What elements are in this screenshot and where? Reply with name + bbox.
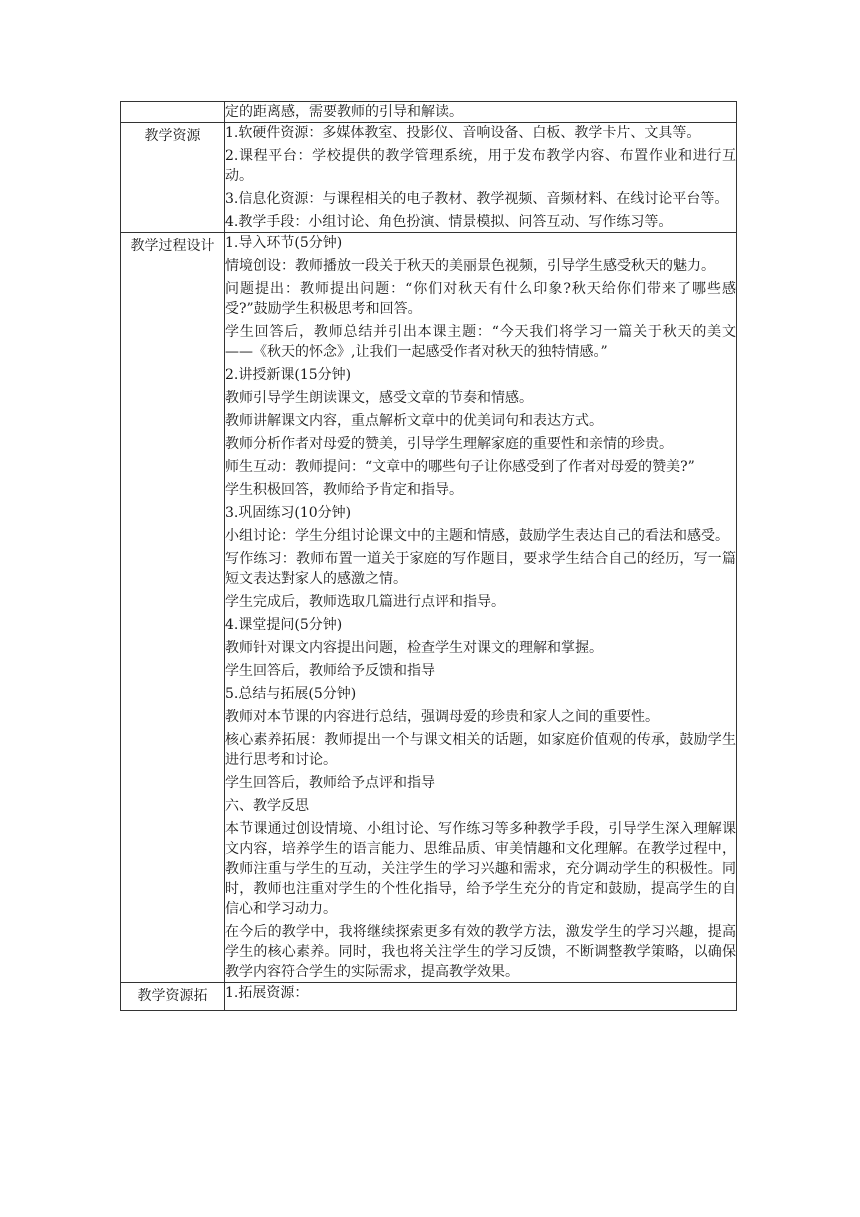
paragraph: 本节课通过创设情境、小组讨论、写作练习等多种教学手段，引导学生深入理解课文内容，培养学生的语言能力、思维品质、审美情趣和文化理解。在教学过程中，教师注重与学生的互动，关注学生的学习兴趣和需求，充分调动学生的积极性。同时，教师也注重对学生的个性化指导，给予学生充分的肯定和鼓励，提高学生的自信心和学习动力。 [225,821,736,917]
paragraph: 3.信息化资源：与课程相关的电子教材、教学视频、音频材料、在线讨论平台等。 [225,191,729,207]
table-row [121,102,737,123]
row-label-cell [121,983,225,1011]
paragraph: 4.教学手段：小组讨论、角色扮演、情景模拟、问答互动、写作练习等。 [225,214,673,230]
paragraph: 核心素养拓展：教师提出一个与课文相关的话题，如家庭价值观的传承，鼓励学生进行思考和讨论。 [225,732,736,768]
row-label-cell [121,102,225,123]
row-label: 教学过程设计 [130,238,215,254]
paragraph: 写作练习：教师布置一道关于家庭的写作题目，要求学生结合自己的经历，写一篇短文表达對家人的感激之情。 [225,551,736,587]
paragraph: 学生回答后，教师给予反馈和指导 [225,663,435,679]
row-label-cell [121,123,225,233]
paragraph: 教师对本节课的内容进行总结，强调母爱的珍贵和家人之间的重要性。 [225,709,659,725]
row-content-cell [225,102,737,123]
table-row [121,123,737,233]
paragraph: 情境创设：教师播放一段关于秋天的美丽景色视频，引导学生感受秋天的魅力。 [225,258,715,274]
paragraph: 定的距离感，需要教师的引导和解读。 [225,104,463,120]
paragraph: 小组讨论：学生分组讨论课文中的主题和情感，鼓励学生表达自己的看法和感受。 [225,528,729,544]
paragraph: 1.软硬件资源：多媒体教室、投影仪、音响设备、白板、教学卡片、文具等。 [225,125,701,141]
paragraph: 5.总结与拓展(5分钟) [225,686,357,702]
paragraph: 1.导入环节(5分钟) [225,235,343,251]
row-content-cell [225,123,737,233]
paragraph: 教师讲解课文内容，重点解析文章中的优美词句和表达方式。 [225,413,603,429]
paragraph: 教师引导学生朗读课文，感受文章的节奏和情感。 [225,390,533,406]
table-row [121,983,737,1011]
paragraph: 六、教学反思 [225,798,309,814]
paragraph: 2.课程平台：学校提供的教学管理系统，用于发布教学内容、布置作业和进行互动。 [225,148,736,184]
paragraph: 师生互动：教师提问：“文章中的哪些句子让你感受到了作者对母爱的赞美?” [225,459,695,475]
paragraph: 学生回答后，教师给予点评和指导 [225,775,435,791]
paragraph: 1.拓展资源： [225,985,309,1001]
paragraph: 3.巩固练习(10分钟) [225,505,352,521]
paragraph: 教师针对课文内容提出问题，检查学生对课文的理解和掌握。 [225,640,603,656]
row-label-cell [121,233,225,983]
paragraph: 教师分析作者对母爱的赞美，引导学生理解家庭的重要性和亲情的珍贵。 [225,436,673,452]
paragraph: 问题提出：教师提出问题：“你们对秋天有什么印象?秋天给你们带来了哪些感受?”鼓励学生积极思考和回答。 [225,281,736,317]
row-label: 教学资源拓 [137,988,208,1004]
row-content-cell [225,233,737,983]
lesson-plan-table [120,101,737,1011]
row-content-cell [225,983,737,1011]
paragraph: 学生回答后，教师总结并引出本课主题：“今天我们将学习一篇关于秋天的美文——《秋天的怀念》,让我们一起感受作者对秋天的独特情感。” [225,324,736,360]
paragraph: 4.课堂提问(5分钟) [225,617,343,633]
paragraph: 学生积极回答，教师给予肯定和指导。 [225,482,463,498]
row-label: 教学资源 [144,128,201,144]
paragraph: 2.讲授新课(15分钟) [225,367,352,383]
table-row [121,233,737,983]
paragraph: 在今后的教学中，我将继续探索更多有效的教学方法，激发学生的学习兴趣，提高学生的核心素养。同时，我也将关注学生的学习反馈，不断调整教学策略，以确保教学内容符合学生的实际需求，提高教学效果。 [225,924,736,980]
paragraph: 学生完成后，教师选取几篇进行点评和指导。 [225,594,505,610]
